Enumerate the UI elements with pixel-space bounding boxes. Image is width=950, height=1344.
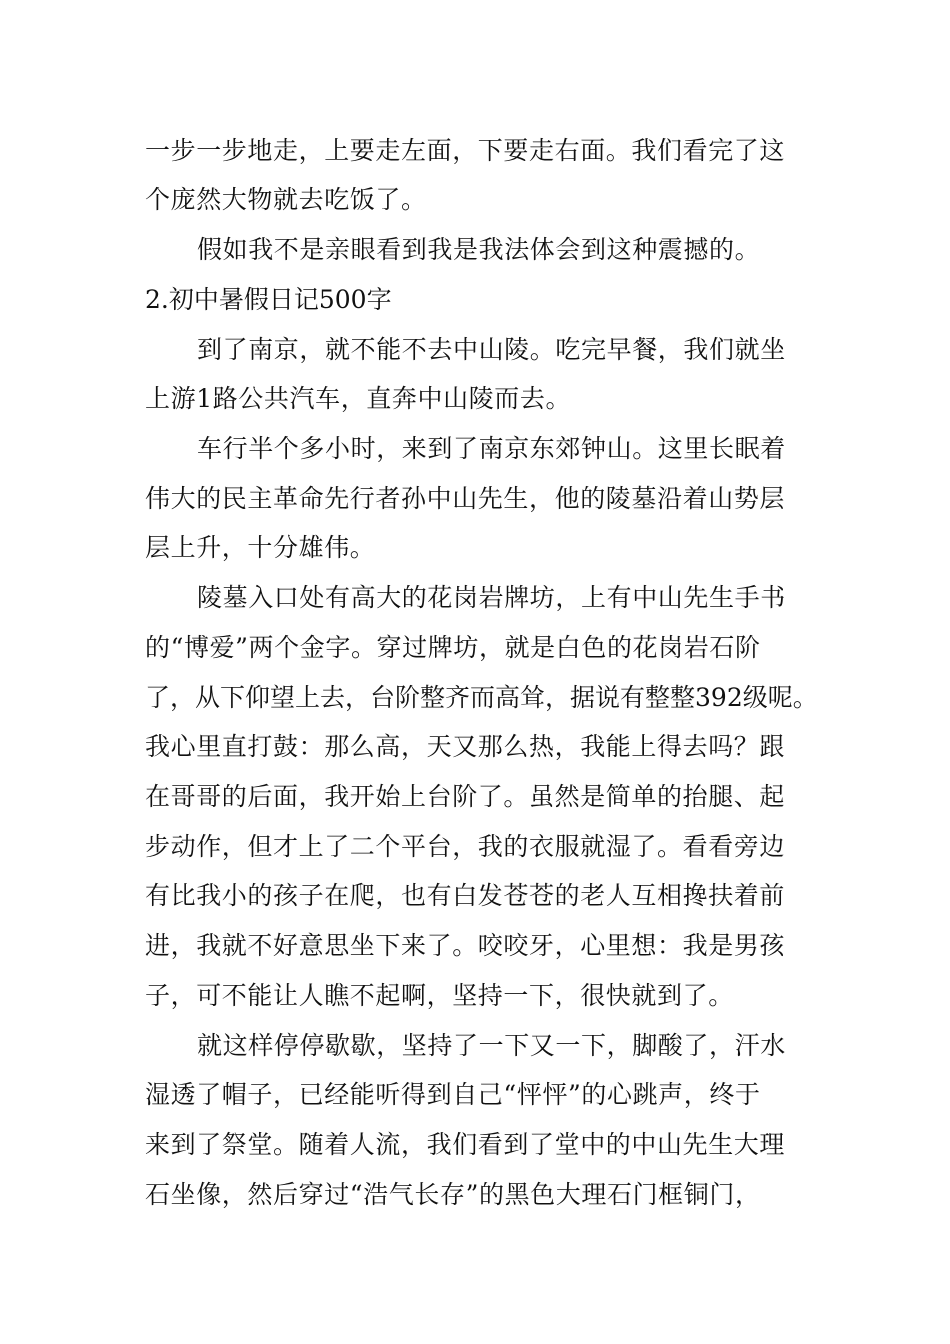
text-line: 一步一步地走，上要走左面，下要走右面。我们看完了这 bbox=[145, 136, 786, 165]
text-line: 我心里直打鼓：那么高，天又那么热，我能上得去吗？跟 bbox=[145, 732, 786, 761]
text-line: 陵墓入口处有高大的花岗岩牌坊，上有中山先生手书 bbox=[197, 583, 786, 612]
text-line: 子，可不能让人瞧不起啊，坚持一下，很快就到了。 bbox=[145, 981, 734, 1010]
text-line: 上游1路公共汽车，直奔中山陵而去。 bbox=[145, 384, 572, 413]
text-line: 层上升，十分雄伟。 bbox=[145, 533, 376, 562]
section-heading: 2.初中暑假日记500字 bbox=[145, 285, 392, 314]
text-line: 湿透了帽子，已经能听得到自己“怦怦”的心跳声，终于 bbox=[145, 1080, 761, 1109]
text-line: 来到了祭堂。随着人流，我们看到了堂中的中山先生大理 bbox=[145, 1130, 786, 1159]
text-line: 石坐像，然后穿过“浩气长存”的黑色大理石门框铜门， bbox=[145, 1180, 761, 1209]
text-line: 步动作，但才上了二个平台，我的衣服就湿了。看看旁边 bbox=[145, 832, 786, 861]
text-line: 了，从下仰望上去，台阶整齐而高耸，据说有整整392级呢。 bbox=[145, 683, 818, 712]
text-line: 有比我小的孩子在爬，也有白发苍苍的老人互相搀扶着前 bbox=[145, 881, 786, 910]
text-line: 进，我就不好意思坐下来了。咬咬牙，心里想：我是男孩 bbox=[145, 931, 786, 960]
text-line: 伟大的民主革命先行者孙中山先生，他的陵墓沿着山势层 bbox=[145, 484, 786, 513]
text-line: 在哥哥的后面，我开始上台阶了。虽然是简单的抬腿、起 bbox=[145, 782, 786, 811]
text-line: 个庞然大物就去吃饭了。 bbox=[145, 185, 427, 214]
text-line: 假如我不是亲眼看到我是我法体会到这种震撼的。 bbox=[197, 235, 761, 264]
text-line: 的“博爱”两个金字。穿过牌坊，就是白色的花岗岩石阶 bbox=[145, 633, 761, 662]
text-line: 车行半个多小时，来到了南京东郊钟山。这里长眠着 bbox=[197, 434, 786, 463]
text-line: 到了南京，就不能不去中山陵。吃完早餐，我们就坐 bbox=[197, 335, 786, 364]
text-line: 就这样停停歇歇，坚持了一下又一下，脚酸了，汗水 bbox=[197, 1031, 786, 1060]
